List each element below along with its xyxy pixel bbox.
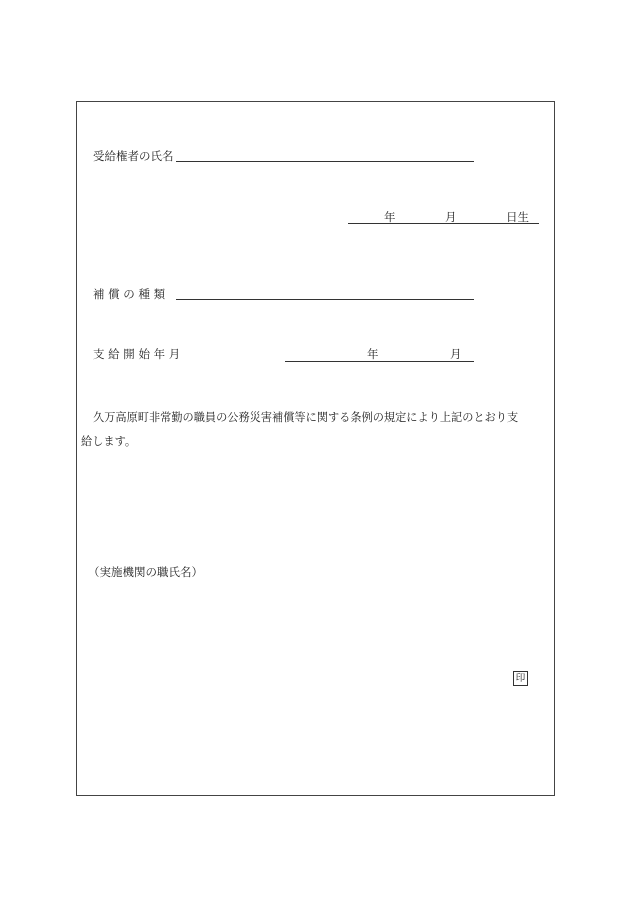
- payment-start-month-label: 月: [450, 347, 462, 361]
- payment-start-year-label: 年: [367, 347, 379, 361]
- payment-start-line: [285, 361, 474, 362]
- seal-mark: 印: [513, 671, 528, 686]
- compensation-type-label: 補 償 の 種 類: [93, 287, 166, 301]
- recipient-name-label: 受給権者の氏名: [93, 149, 174, 163]
- birth-day-label: 日生: [506, 210, 529, 224]
- form-frame: [76, 101, 555, 796]
- agency-title-label: （実施機関の職氏名）: [88, 565, 203, 579]
- birth-month-label: 月: [445, 210, 457, 224]
- statement-line-2: 給します。: [81, 435, 137, 448]
- birth-date-line: [348, 223, 539, 224]
- compensation-type-line: [176, 299, 474, 300]
- statement-line-1: 久万高原町非常勤の職員の公務災害補償等に関する条例の規定により上記のとおり支: [93, 411, 519, 424]
- payment-start-label: 支 給 開 始 年 月: [93, 347, 181, 361]
- recipient-name-line: [176, 161, 474, 162]
- birth-year-label: 年: [384, 210, 396, 224]
